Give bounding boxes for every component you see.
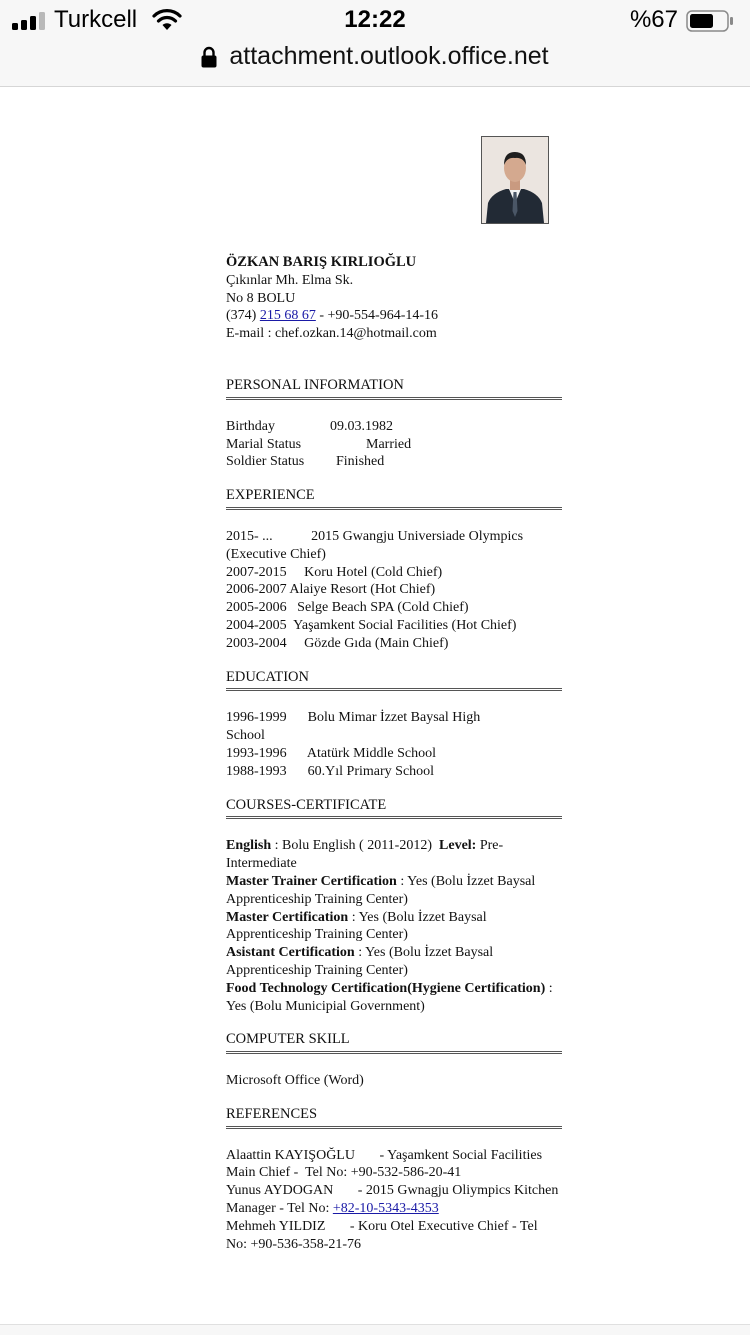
address-line-1: Çıkınlar Mh. Elma Sk. <box>226 272 354 288</box>
phone-line: (374) 215 68 67 - +90-554-964-14-16 <box>226 308 439 324</box>
applicant-name: ÖZKAN BARIŞ KIRLIOĞLU <box>226 254 417 270</box>
reference-1: Alaattin KAYIŞOĞLU - Yaşamkent Social Facilities Main Chief - Tel No: +90-532-586-20-41 <box>226 1147 546 1181</box>
address-bar[interactable] <box>0 40 750 80</box>
email-line: E-mail : chef.ozkan.14@hotmail.com <box>226 326 437 342</box>
list-item: 1996-1999 Bolu Mimar İzzet Baysal High <box>226 710 481 726</box>
section-title-education: EDUCATION <box>226 669 562 692</box>
course-english: English : Bolu English ( 2011-2012) Level: Pre-Intermediate <box>226 838 504 872</box>
references-list <box>226 1147 562 1254</box>
bottom-toolbar-edge <box>0 1324 750 1335</box>
lock-icon <box>201 46 217 68</box>
list-item: 2005-2006 Selge Beach SPA (Cold Chief) <box>226 600 469 616</box>
education-list <box>226 709 562 780</box>
computer-skill-text: Microsoft Office (Word) <box>226 1073 364 1089</box>
list-item: School <box>226 728 265 744</box>
list-item: 2006-2007 Alaiye Resort (Hot Chief) <box>226 582 436 598</box>
list-item: 1993-1996 Atatürk Middle School <box>226 745 436 761</box>
address-line-2: No 8 BOLU <box>226 290 296 306</box>
carrier-name: Turkcell <box>54 6 138 33</box>
browser-chrome <box>0 0 750 87</box>
list-item: 2004-2005 Yaşamkent Social Facilities (Hot Chief) <box>226 617 517 633</box>
personal-row-soldier: Soldier Status Finished <box>226 454 385 470</box>
courses-list <box>226 837 562 1015</box>
clock: 12:22 <box>344 6 406 33</box>
list-item: (Executive Chief) <box>226 546 326 562</box>
battery-percent: %67 <box>629 6 678 33</box>
phone-link[interactable]: 215 68 67 <box>259 308 316 324</box>
personal-row-marital: Marial Status Married <box>226 436 412 452</box>
list-item: 2003-2004 Gözde Gıda (Main Chief) <box>226 635 449 651</box>
url-text: attachment.outlook.office.net <box>229 42 549 70</box>
personal-row-birthday: Birthday 09.03.1982 <box>226 418 393 434</box>
section-title-personal: PERSONAL INFORMATION <box>226 377 562 400</box>
personal-info <box>226 418 562 471</box>
reference-phone-link[interactable]: +82-10-5343-4353 <box>332 1201 439 1217</box>
resume-document <box>226 250 562 1253</box>
course-assistant: Asistant Certification : Yes (Bolu İzzet Baysal Apprenticeship Training Center) <box>226 945 494 978</box>
section-title-references: REFERENCES <box>226 1106 562 1129</box>
reference-3: Mehmeh YILDIZ - Koru Otel Executive Chief - Tel No: +90-536-358-21-76 <box>226 1218 542 1252</box>
reference-2: Yunus AYDOGAN - 2015 Gwnagju Oliympics Kitchen Manager - Tel No: +82-10-5343-4353 <box>226 1183 562 1217</box>
status-bar <box>0 0 750 40</box>
section-title-experience: EXPERIENCE <box>226 487 562 510</box>
section-title-computer: COMPUTER SKILL <box>226 1031 562 1054</box>
course-master: Master Certification : Yes (Bolu İzzet Baysal Apprenticeship Training Center) <box>226 909 487 943</box>
list-item: 1988-1993 60.Yıl Primary School <box>226 763 435 779</box>
section-title-courses: COURSES-CERTIFICATE <box>226 797 562 820</box>
list-item: 2007-2015 Koru Hotel (Cold Chief) <box>226 564 443 580</box>
list-item: 2015- ... 2015 Gwangju Universiade Olympics <box>226 528 524 544</box>
experience-list <box>226 528 562 653</box>
profile-photo <box>481 136 549 224</box>
course-master-trainer: Master Trainer Certification : Yes (Bolu İzzet Baysal Apprenticeship Training Center) <box>226 873 536 907</box>
battery-icon <box>686 10 734 32</box>
person-portrait-icon <box>482 137 548 223</box>
course-food-technology: Food Technology Certification(Hygiene Certification) : Yes (Bolu Municipial Government) <box>226 980 553 1014</box>
